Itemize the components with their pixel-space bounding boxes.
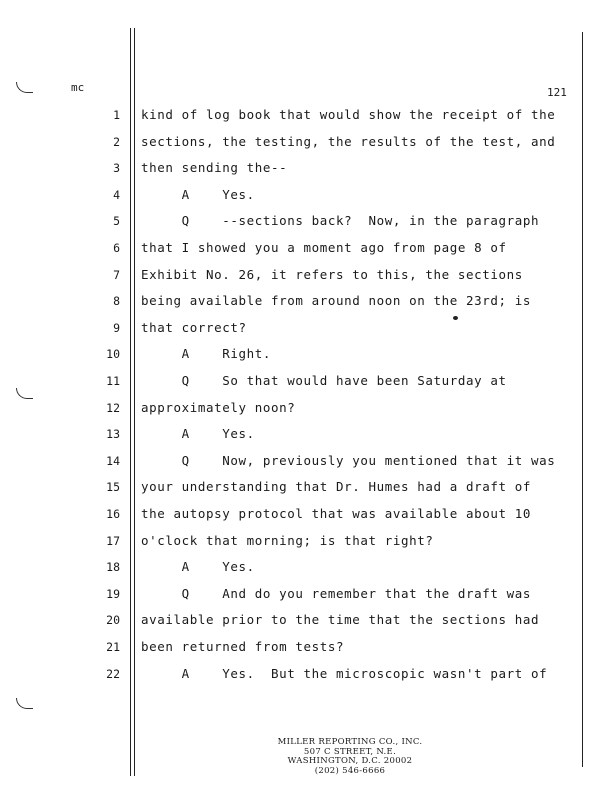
line-number: 6	[113, 241, 120, 255]
line-number: 13	[106, 427, 120, 442]
punch-hole-mark	[16, 388, 33, 399]
punch-hole-mark	[16, 82, 33, 93]
line-number: 9	[113, 320, 120, 335]
line-number: 18	[106, 560, 120, 575]
line-number: 10	[106, 347, 120, 362]
line-number: 1	[113, 108, 120, 122]
footer-phone: (202) 546-6666	[314, 765, 386, 776]
line-text: that correct?	[141, 319, 247, 335]
line-number: 7	[113, 267, 120, 282]
line-number: 20	[106, 613, 120, 628]
line-text: Q --sections back? Now, in the paragraph	[141, 213, 540, 229]
line-text: approximately noon?	[141, 399, 296, 415]
line-number: 12	[106, 400, 120, 415]
line-text: Q And do you remember that the draft was	[141, 585, 532, 601]
line-number: 14	[106, 453, 120, 468]
page-number: 121	[547, 86, 567, 99]
line-text: Q Now, previously you mentioned that it was	[141, 452, 556, 468]
line-number: 11	[106, 374, 120, 388]
line-text: available prior to the time that the sections had	[141, 612, 540, 628]
line-text: been returned from tests?	[141, 639, 345, 654]
line-number: 8	[113, 294, 120, 309]
line-text: A Right.	[141, 346, 272, 362]
reporter-initials: mc	[71, 81, 85, 94]
line-number: 17	[106, 533, 120, 548]
line-text: that I showed you a moment ago from page 8 of	[141, 240, 507, 255]
line-number: 4	[113, 187, 120, 202]
line-text: being available from around noon on the 23rd; is	[141, 293, 532, 309]
line-text: o'clock that morning; is that right?	[141, 532, 434, 548]
line-number: 3	[113, 161, 120, 176]
left-margin-rule	[130, 28, 135, 776]
footer-street: 507 C STREET, N.E.	[303, 746, 397, 757]
line-text: Q So that would have been Saturday at	[141, 373, 507, 388]
line-text: your understanding that Dr. Humes had a draft of	[141, 479, 532, 495]
line-number: 15	[106, 480, 120, 495]
punch-hole-mark	[16, 698, 33, 709]
right-margin-rule	[582, 32, 583, 767]
line-number: 2	[113, 134, 120, 149]
line-text: Exhibit No. 26, it refers to this, the sections	[141, 266, 523, 282]
line-number: 19	[106, 586, 120, 601]
line-number: 16	[106, 507, 120, 521]
line-text: A Yes.	[141, 186, 255, 202]
line-text: then sending the--	[141, 160, 288, 176]
footer-city: WASHINGTON, D.C. 20002	[287, 756, 413, 766]
line-number: 5	[113, 214, 120, 229]
line-text: kind of log book that would show the receipt of the	[141, 107, 556, 122]
line-number: 21	[106, 640, 120, 654]
line-text: A Yes.	[141, 426, 255, 442]
line-text: A Yes.	[141, 559, 255, 575]
line-number: 22	[106, 666, 120, 681]
stray-mark	[453, 316, 458, 320]
line-text: A Yes. But the microscopic wasn't part of	[141, 665, 548, 681]
reporting-company-footer	[255, 738, 445, 776]
line-text: the autopsy protocol that was available about 10	[141, 506, 532, 521]
line-text: sections, the testing, the results of the test, and	[141, 133, 556, 149]
footer-company: MILLER REPORTING CO., INC.	[277, 737, 423, 747]
